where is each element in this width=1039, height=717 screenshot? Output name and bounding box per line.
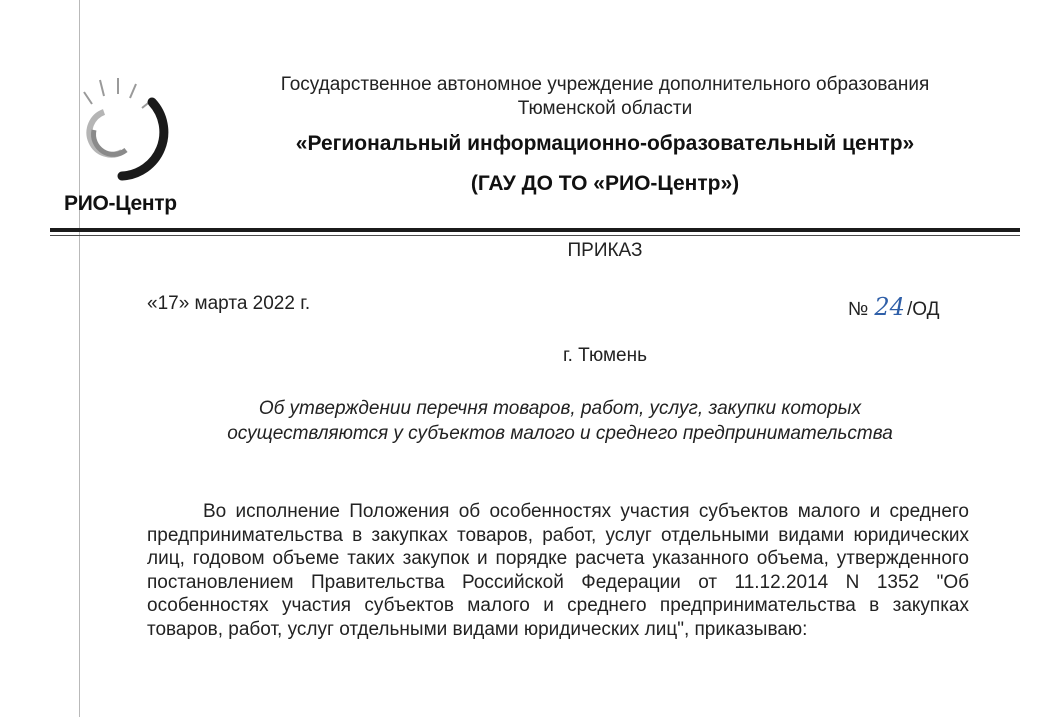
handwritten-number: 24 [874, 293, 905, 321]
logo-text: РИО-Центр [64, 192, 177, 215]
document-date: «17» марта 2022 г. [147, 293, 311, 314]
document-type: ПРИКАЗ [567, 240, 643, 261]
sun-arc-icon [64, 72, 194, 192]
center-abbreviation: (ГАУ ДО ТО «РИО-Центр») [470, 172, 740, 195]
number-prefix: № [848, 299, 869, 320]
subject-line-2: осуществляются у субъектов малого и среднего предпринимательства [227, 423, 893, 444]
header-rule-thick [50, 228, 1020, 232]
header-rule-thin [50, 235, 1020, 236]
center-name: «Региональный информационно-образовательный центр» [295, 132, 915, 155]
document-subject [150, 396, 970, 446]
document-body: Во исполнение Положения об особенностях участия субъектов малого и среднего предпринимательства в закупках товаров, работ, услуг отдельными видами юридических лиц, годовом объеме таких закупок и порядке расчета указанного объема, утвержденного постановлением Правительства Российской Федерации от 11.12.2014 N 1352 "Об особенностях участия субъектов малого и среднего предпринимательства в закупках товаров, работ, услуг отдельными видами юридических лиц", приказываю: [147, 501, 969, 640]
organization-line-1: Государственное автономное учреждение дополнительного образования [280, 74, 930, 95]
document-city: г. Тюмень [563, 345, 647, 366]
number-suffix: /ОД [906, 299, 940, 320]
subject-line-1: Об утверждении перечня товаров, работ, услуг, закупки которых [258, 398, 862, 419]
organization-line-2: Тюменской области [517, 98, 693, 119]
organization-name [240, 73, 970, 121]
document-number [848, 293, 939, 321]
organization-logo [64, 72, 194, 222]
